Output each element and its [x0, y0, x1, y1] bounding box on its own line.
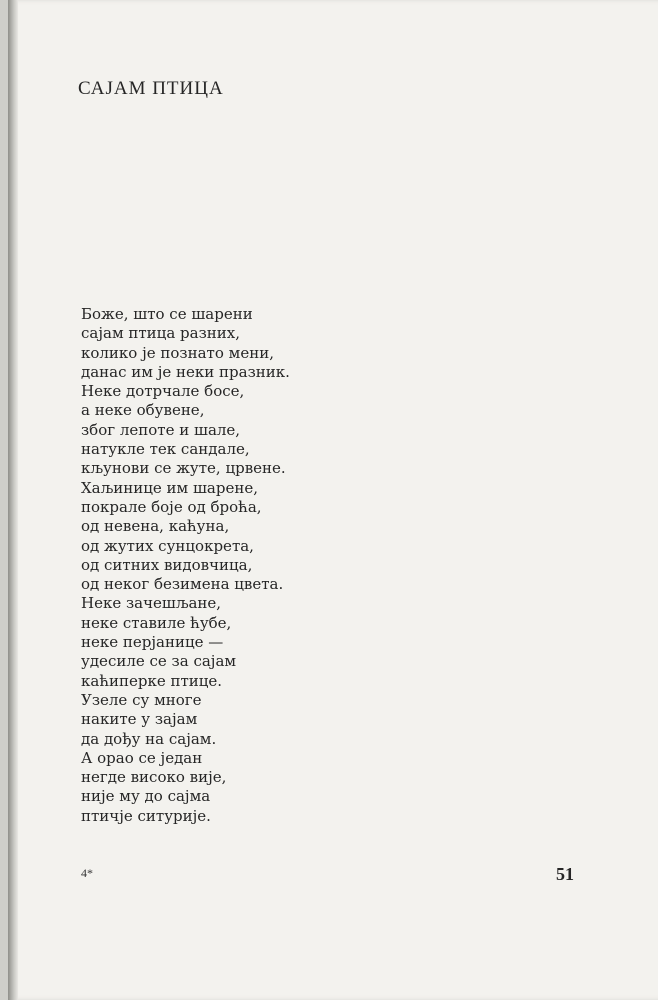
book-page	[8, 0, 658, 1000]
poem-line: од неког безимена цвета.	[81, 575, 284, 594]
poem-line: кљунови се жуте, црвене.	[81, 459, 286, 478]
poem-line: колико је познато мени,	[81, 343, 274, 362]
poem-body	[81, 305, 290, 826]
poem-line: А орао се један	[81, 748, 203, 767]
poem-line: од невена, каћуна,	[81, 517, 230, 536]
poem-line: Боже, што се шарени	[81, 305, 253, 323]
poem-line: да дођу на сајам.	[81, 729, 217, 748]
poem-line: Узеле су многе	[81, 690, 202, 709]
poem-line: данас им је неки празник.	[81, 362, 290, 381]
poem-line: од ситних видовчица,	[81, 555, 253, 574]
page-number: 51	[556, 864, 574, 884]
poem-line: птичје ситурије.	[81, 806, 211, 825]
poem-line: негде високо вије,	[81, 768, 227, 787]
poem-title: САЈАМ ПТИЦА	[78, 78, 224, 99]
poem-line: Неке дотрчале босе,	[81, 382, 245, 401]
poem-line: покрале боје од броћа,	[81, 497, 262, 516]
poem-line: удесиле се за сајам	[81, 652, 237, 671]
poem-line: натукле тек сандале,	[81, 440, 250, 459]
poem-line: неке перјанице —	[81, 633, 224, 652]
poem-line: Неке зачешљане,	[81, 594, 222, 613]
poem-line: наките у зајам	[81, 710, 198, 729]
poem-line: због лепоте и шале,	[81, 420, 241, 439]
poem-line: од жутих сунцокрета,	[81, 536, 254, 555]
poem-line: Хаљинице им шарене,	[81, 478, 258, 497]
poem-line: није му до сајма	[81, 787, 211, 806]
poem-line: каћиперке птице.	[81, 671, 223, 690]
poem-line: сајам птица разних,	[81, 324, 240, 343]
poem-line: неке ставиле ћубе,	[81, 613, 232, 632]
signature-mark: 4*	[81, 866, 93, 880]
poem-line: а неке обувене,	[81, 401, 205, 420]
page-gutter-shadow	[8, 0, 18, 1000]
